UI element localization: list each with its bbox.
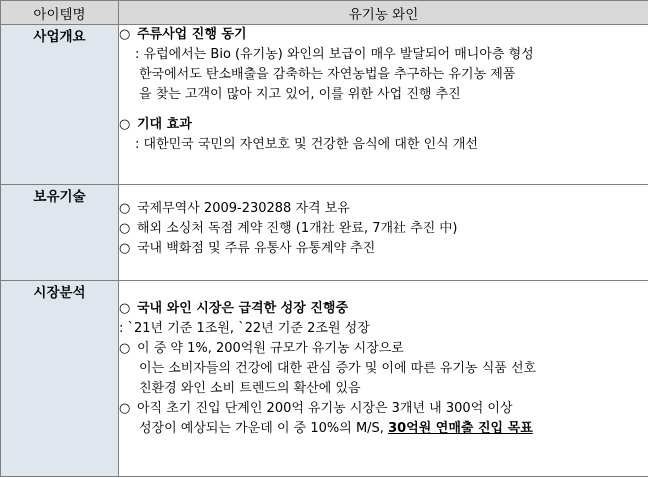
bullet-item: ○ 이 중 약 1%, 200억원 규모가 유기농 시장으로 <box>119 339 648 359</box>
section-heading: ○ 기대 효과 <box>119 115 648 135</box>
circle-bullet-icon: ○ <box>119 201 131 216</box>
text-line: : 유럽에서는 Bio (유기농) 와인의 보급이 매우 발달되어 매니아층 형성 <box>135 47 534 62</box>
circle-bullet-icon: ○ <box>119 341 131 356</box>
text-line: 이는 소비자들의 건강에 대한 관심 증가 및 이에 따른 유기농 식품 선호 <box>139 361 537 376</box>
label-business-overview: 사업개요 <box>1 25 119 185</box>
row-market-analysis <box>1 281 648 477</box>
label-owned-tech: 보유기술 <box>1 185 119 281</box>
circle-bullet-icon: ○ <box>119 401 131 416</box>
text-line: 성장이 예상되는 가운데 이 중 10%의 M/S, 30억원 연매출 진입 목표 <box>139 421 533 436</box>
section-heading: ○ 주류사업 진행 동기 <box>119 25 648 45</box>
section-heading: ○ 국내 와인 시장은 급격한 성장 진행중 <box>119 299 648 319</box>
content-owned-tech <box>119 185 648 281</box>
bullet-item: ○ 국내 백화점 및 주류 유통사 유통계약 추진 <box>119 239 648 259</box>
goal-emphasis: 30억원 연매출 진입 목표 <box>388 421 533 436</box>
circle-bullet-icon: ○ <box>119 117 131 132</box>
text-line: : 대한민국 국민의 자연보호 및 건강한 음식에 대한 인식 개선 <box>135 137 478 152</box>
circle-bullet-icon: ○ <box>119 221 131 236</box>
circle-bullet-icon: ○ <box>119 301 131 316</box>
circle-bullet-icon: ○ <box>119 241 131 256</box>
text-line: 한국에서도 탄소배출을 감축하는 자연농법을 추구하는 유기농 제품 <box>139 67 516 82</box>
text-line: : `21년 기준 1조원, `22년 기준 2조원 성장 <box>119 321 370 336</box>
content-market-analysis <box>119 281 648 477</box>
row-owned-tech <box>1 185 648 281</box>
header-item-value: 유기농 와인 <box>119 1 648 25</box>
circle-bullet-icon: ○ <box>119 27 131 42</box>
bullet-item: ○ 아직 초기 진입 단계인 200억 유기농 시장은 3개년 내 300억 이상 <box>119 399 648 419</box>
bullet-item: ○ 해외 소싱처 독점 계약 진행 (1개社 완료, 7개社 추진 中) <box>119 219 648 239</box>
row-business-overview <box>1 25 648 185</box>
label-market-analysis: 시장분석 <box>1 281 119 477</box>
text-line: 친환경 와인 소비 트렌드의 확산에 있음 <box>139 381 361 396</box>
bullet-item: ○ 국제무역사 2009-230288 자격 보유 <box>119 199 648 219</box>
text-line: 을 찾는 고객이 많아 지고 있어, 이를 위한 사업 진행 추진 <box>139 87 461 102</box>
content-business-overview <box>119 25 648 185</box>
header-item-name: 아이템명 <box>1 1 119 25</box>
header-row <box>1 1 648 25</box>
